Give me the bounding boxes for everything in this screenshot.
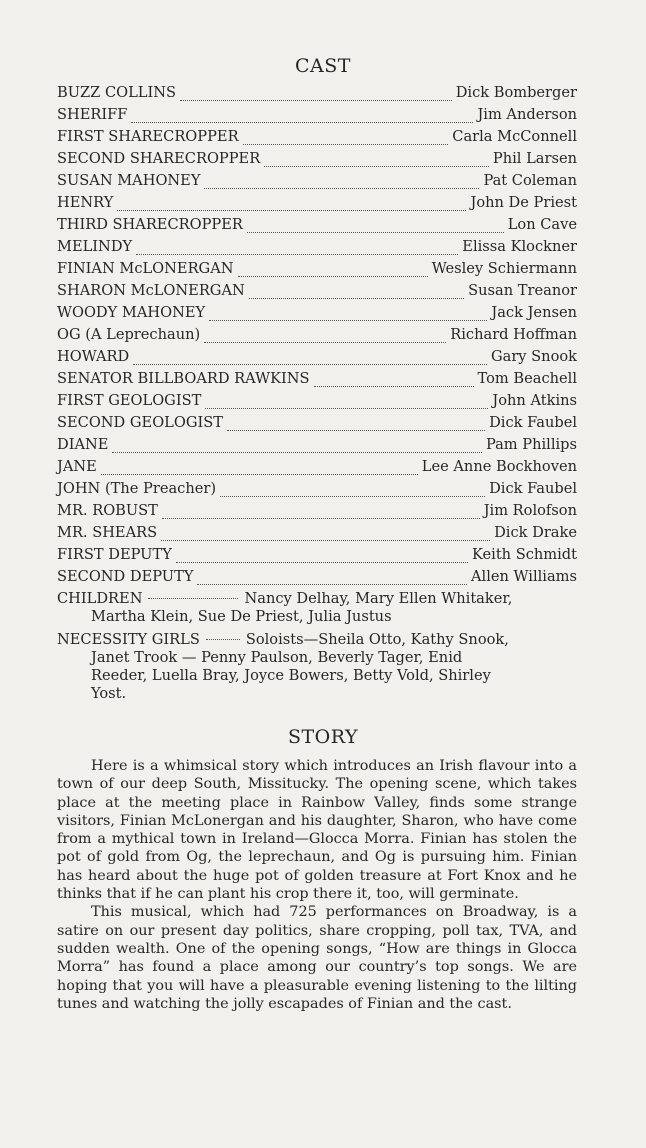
- necessity-girls-line: [57, 649, 577, 667]
- cast-row: [57, 84, 577, 106]
- cast-role: SECOND DEPUTY: [57, 568, 194, 585]
- children-entry: [57, 590, 577, 626]
- cast-row: [57, 546, 577, 568]
- cast-role: SUSAN MAHONEY: [57, 172, 201, 189]
- children-line: [57, 608, 577, 626]
- cast-row: [57, 458, 577, 480]
- dot-leader: [204, 188, 479, 189]
- cast-row: [57, 150, 577, 172]
- cast-row: [57, 524, 577, 546]
- cast-row: [57, 260, 577, 282]
- cast-row: [57, 392, 577, 414]
- cast-actor: Richard Hoffman: [450, 326, 577, 343]
- children-role: CHILDREN: [57, 590, 143, 607]
- dot-leader: [206, 639, 240, 640]
- story-text: [57, 757, 577, 1013]
- necessity-girls-names-2: Janet Trook — Penny Paulson, Beverly Tager, Enid: [91, 649, 463, 666]
- necessity-girls-names-4: Yost.: [91, 685, 127, 702]
- children-names-2: Martha Klein, Sue De Priest, Julia Justus: [91, 608, 392, 625]
- necessity-girls-line: [57, 685, 577, 703]
- cast-row: [57, 282, 577, 304]
- cast-actor: Lee Anne Bockhoven: [421, 458, 577, 475]
- necessity-girls-role: NECESSITY GIRLS: [57, 631, 200, 648]
- children-names-1: Nancy Delhay, Mary Ellen Whitaker,: [244, 590, 513, 607]
- cast-role: OG (A Leprechaun): [57, 326, 201, 343]
- cast-role: FIRST DEPUTY: [57, 546, 172, 563]
- cast-actor: Jim Rolofson: [483, 502, 577, 519]
- story-paragraph: This musical, which had 725 performances on Broadway, is a satire on our present day politics, share cropping, poll tax, TVA, and sudden wealth. One of the opening songs, “How are things in Glocca Morra” has found a place among our country’s top songs. We are hoping that you will have a pleasurable evening listening to the lilting tunes and watching the jolly escapades of Finian and the cast.: [57, 904, 577, 1012]
- cast-role: BUZZ COLLINS: [57, 84, 176, 101]
- cast-row: [57, 216, 577, 238]
- cast-actor: Tom Beachell: [477, 370, 577, 387]
- dot-leader: [238, 276, 428, 277]
- cast-role: SHERIFF: [57, 106, 128, 123]
- dot-leader: [117, 210, 466, 211]
- cast-row: [57, 348, 577, 370]
- cast-actor: Elissa Klockner: [462, 238, 577, 255]
- cast-role: WOODY MAHONEY: [57, 304, 206, 321]
- cast-actor: Jim Anderson: [477, 106, 577, 123]
- dot-leader: [247, 232, 504, 233]
- cast-role: MELINDY: [57, 238, 133, 255]
- cast-role: MR. SHEARS: [57, 524, 158, 541]
- dot-leader: [131, 122, 473, 123]
- children-line: [57, 590, 577, 608]
- cast-actor: Lon Cave: [507, 216, 577, 233]
- cast-role: HENRY: [57, 194, 114, 211]
- cast-role: SENATOR BILLBOARD RAWKINS: [57, 370, 310, 387]
- cast-actor: Pam Phillips: [485, 436, 577, 453]
- cast-actor: Carla McConnell: [452, 128, 577, 145]
- cast-role: JANE: [57, 458, 97, 475]
- cast-role: THIRD SHARECROPPER: [57, 216, 243, 233]
- cast-heading: CAST: [295, 55, 351, 77]
- cast-role: DIANE: [57, 436, 109, 453]
- cast-row: [57, 568, 577, 590]
- cast-role: SECOND GEOLOGIST: [57, 414, 223, 431]
- cast-role: FINIAN McLONERGAN: [57, 260, 234, 277]
- cast-role: MR. ROBUST: [57, 502, 158, 519]
- cast-actor: Keith Schmidt: [472, 546, 577, 563]
- cast-actor: Pat Coleman: [483, 172, 577, 189]
- cast-row: [57, 502, 577, 524]
- dot-leader: [176, 562, 468, 563]
- necessity-girls-entry: [57, 631, 577, 703]
- cast-row: [57, 128, 577, 150]
- dot-leader: [205, 408, 488, 409]
- cast-actor: Dick Drake: [494, 524, 577, 541]
- cast-row: [57, 414, 577, 436]
- cast-role: SHARON McLONERGAN: [57, 282, 245, 299]
- cast-actor: Jack Jensen: [491, 304, 577, 321]
- necessity-girls-names-1: Soloists—Sheila Otto, Kathy Snook,: [245, 631, 509, 648]
- necessity-girls-line: [57, 667, 577, 685]
- dot-leader: [133, 364, 487, 365]
- cast-row: [57, 106, 577, 128]
- dot-leader: [204, 342, 446, 343]
- necessity-girls-names-3: Reeder, Luella Bray, Joyce Bowers, Betty Vold, Shirley: [91, 667, 491, 684]
- cast-role: SECOND SHARECROPPER: [57, 150, 261, 167]
- cast-actor: Dick Bomberger: [455, 84, 577, 101]
- cast-row: [57, 326, 577, 348]
- cast-row: [57, 304, 577, 326]
- dot-leader: [264, 166, 489, 167]
- dot-leader: [209, 320, 487, 321]
- cast-role: JOHN (The Preacher): [57, 480, 217, 497]
- necessity-girls-line: [57, 631, 577, 649]
- dot-leader: [314, 386, 474, 387]
- cast-row: [57, 194, 577, 216]
- dot-leader: [197, 584, 467, 585]
- cast-actor: John Atkins: [492, 392, 577, 409]
- cast-actor: Dick Faubel: [489, 414, 577, 431]
- cast-row: [57, 436, 577, 458]
- dot-leader: [162, 518, 480, 519]
- dot-leader: [112, 452, 482, 453]
- cast-actor: Allen Williams: [471, 568, 577, 585]
- cast-row: [57, 238, 577, 260]
- cast-role: FIRST SHARECROPPER: [57, 128, 239, 145]
- dot-leader: [161, 540, 490, 541]
- story-paragraph: Here is a whimsical story which introduces an Irish flavour into a town of our deep South, Missitucky. The opening scene, which takes place at the meeting place in Rainbow Valley, finds some strange visitors, Finian McLonergan and his daughter, Sharon, who have come from a mythical town in Ireland—Glocca Morra. Finian has stolen the pot of gold from Og, the leprechaun, and Og is pursuing him. Finian has heard about the huge pot of golden treasure at Fort Knox and he thinks that if he can plant his crop there it, too, will germinate.: [57, 758, 577, 903]
- cast-row: [57, 172, 577, 194]
- dot-leader: [249, 298, 464, 299]
- cast-role: HOWARD: [57, 348, 130, 365]
- dot-leader: [227, 430, 485, 431]
- dot-leader: [148, 598, 238, 599]
- cast-row: [57, 480, 577, 502]
- cast-actor: Dick Faubel: [489, 480, 577, 497]
- dot-leader: [180, 100, 452, 101]
- dot-leader: [243, 144, 449, 145]
- cast-actor: Phil Larsen: [492, 150, 577, 167]
- cast-actor: Susan Treanor: [468, 282, 577, 299]
- story-heading: STORY: [287, 726, 359, 748]
- dot-leader: [101, 474, 418, 475]
- dot-leader: [136, 254, 458, 255]
- cast-actor: John De Priest: [470, 194, 577, 211]
- cast-actor: Wesley Schiermann: [431, 260, 577, 277]
- cast-row: [57, 370, 577, 392]
- cast-role: FIRST GEOLOGIST: [57, 392, 202, 409]
- cast-actor: Gary Snook: [490, 348, 577, 365]
- dot-leader: [220, 496, 485, 497]
